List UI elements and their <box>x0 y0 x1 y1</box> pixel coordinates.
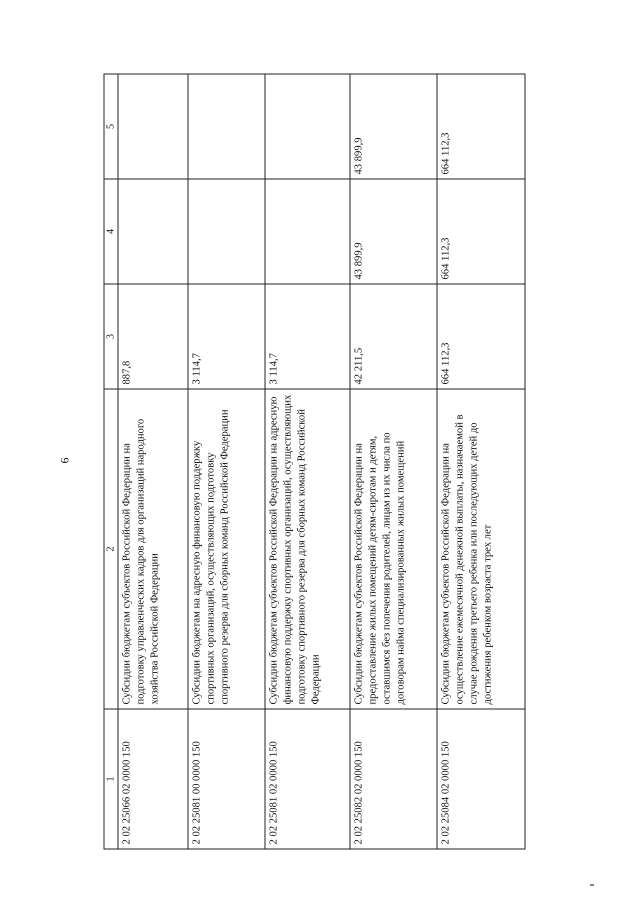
row-value-col5: 664 112,3 <box>437 74 525 179</box>
header-col-2: 2 <box>104 389 118 709</box>
row-value-col4 <box>118 179 188 284</box>
header-col-3: 3 <box>104 284 118 389</box>
row-name: Субсидии бюджетам на адресную финансовую поддержку спортивных организаций, осуществляющих подготовку спортивного резерва для сборных команд Российской Федерации <box>188 389 265 709</box>
row-code: 2 02 25081 02 0000 150 <box>265 709 350 849</box>
table-row <box>265 74 350 849</box>
row-name: Субсидии бюджетам субъектов Российской Федерации на адресную финансовую поддержку спортивных организаций, осуществляющих подготовку спортивного резерва для сборных команд Российской Федерации <box>265 389 350 709</box>
row-value-col5 <box>188 74 265 179</box>
scan-mark <box>590 884 594 886</box>
row-value-col5 <box>265 74 350 179</box>
row-value-col3: 42 211,5 <box>350 284 437 389</box>
budget-table <box>103 74 525 850</box>
row-value-col4: 664 112,3 <box>437 179 525 284</box>
header-col-1: 1 <box>104 709 118 849</box>
table-row <box>118 74 188 849</box>
row-code: 2 02 25082 02 0000 150 <box>350 709 437 849</box>
row-name: Субсидии бюджетам субъектов Российской Федерации на осуществление ежемесячной денежной выплаты, назначаемой в случае рождения третьего ребенка или последующих детей до достижения ребенком возраста трех лет <box>437 389 525 709</box>
row-name: Субсидии бюджетам субъектов Российской Федерации на подготовку управленческих кадров для организаций народного хозяйства Российской Федерации <box>118 389 188 709</box>
row-value-col3: 3 114,7 <box>188 284 265 389</box>
row-value-col4 <box>265 179 350 284</box>
header-col-5: 5 <box>104 74 118 179</box>
row-value-col3: 3 114,7 <box>265 284 350 389</box>
rotated-table-container <box>103 75 523 850</box>
row-value-col4 <box>188 179 265 284</box>
table-row <box>350 74 437 849</box>
row-value-col3: 664 112,3 <box>437 284 525 389</box>
page-number: 6 <box>57 457 72 464</box>
row-code: 2 02 25066 02 0000 150 <box>118 709 188 849</box>
row-code: 2 02 25081 00 0000 150 <box>188 709 265 849</box>
row-value-col5: 43 899,9 <box>350 74 437 179</box>
row-code: 2 02 25084 02 0000 150 <box>437 709 525 849</box>
row-value-col4: 43 899,9 <box>350 179 437 284</box>
header-row <box>104 74 118 849</box>
row-name: Субсидии бюджетам субъектов Российской Федерации на предоставление жилых помещений детям-сиротам и детям, оставшимся без попечения родителей, лицам из их числа по договорам найма специализированных жилых помещений <box>350 389 437 709</box>
row-value-col3: 887,8 <box>118 284 188 389</box>
table-row <box>188 74 265 849</box>
row-value-col5 <box>118 74 188 179</box>
table-row <box>437 74 525 849</box>
header-col-4: 4 <box>104 179 118 284</box>
